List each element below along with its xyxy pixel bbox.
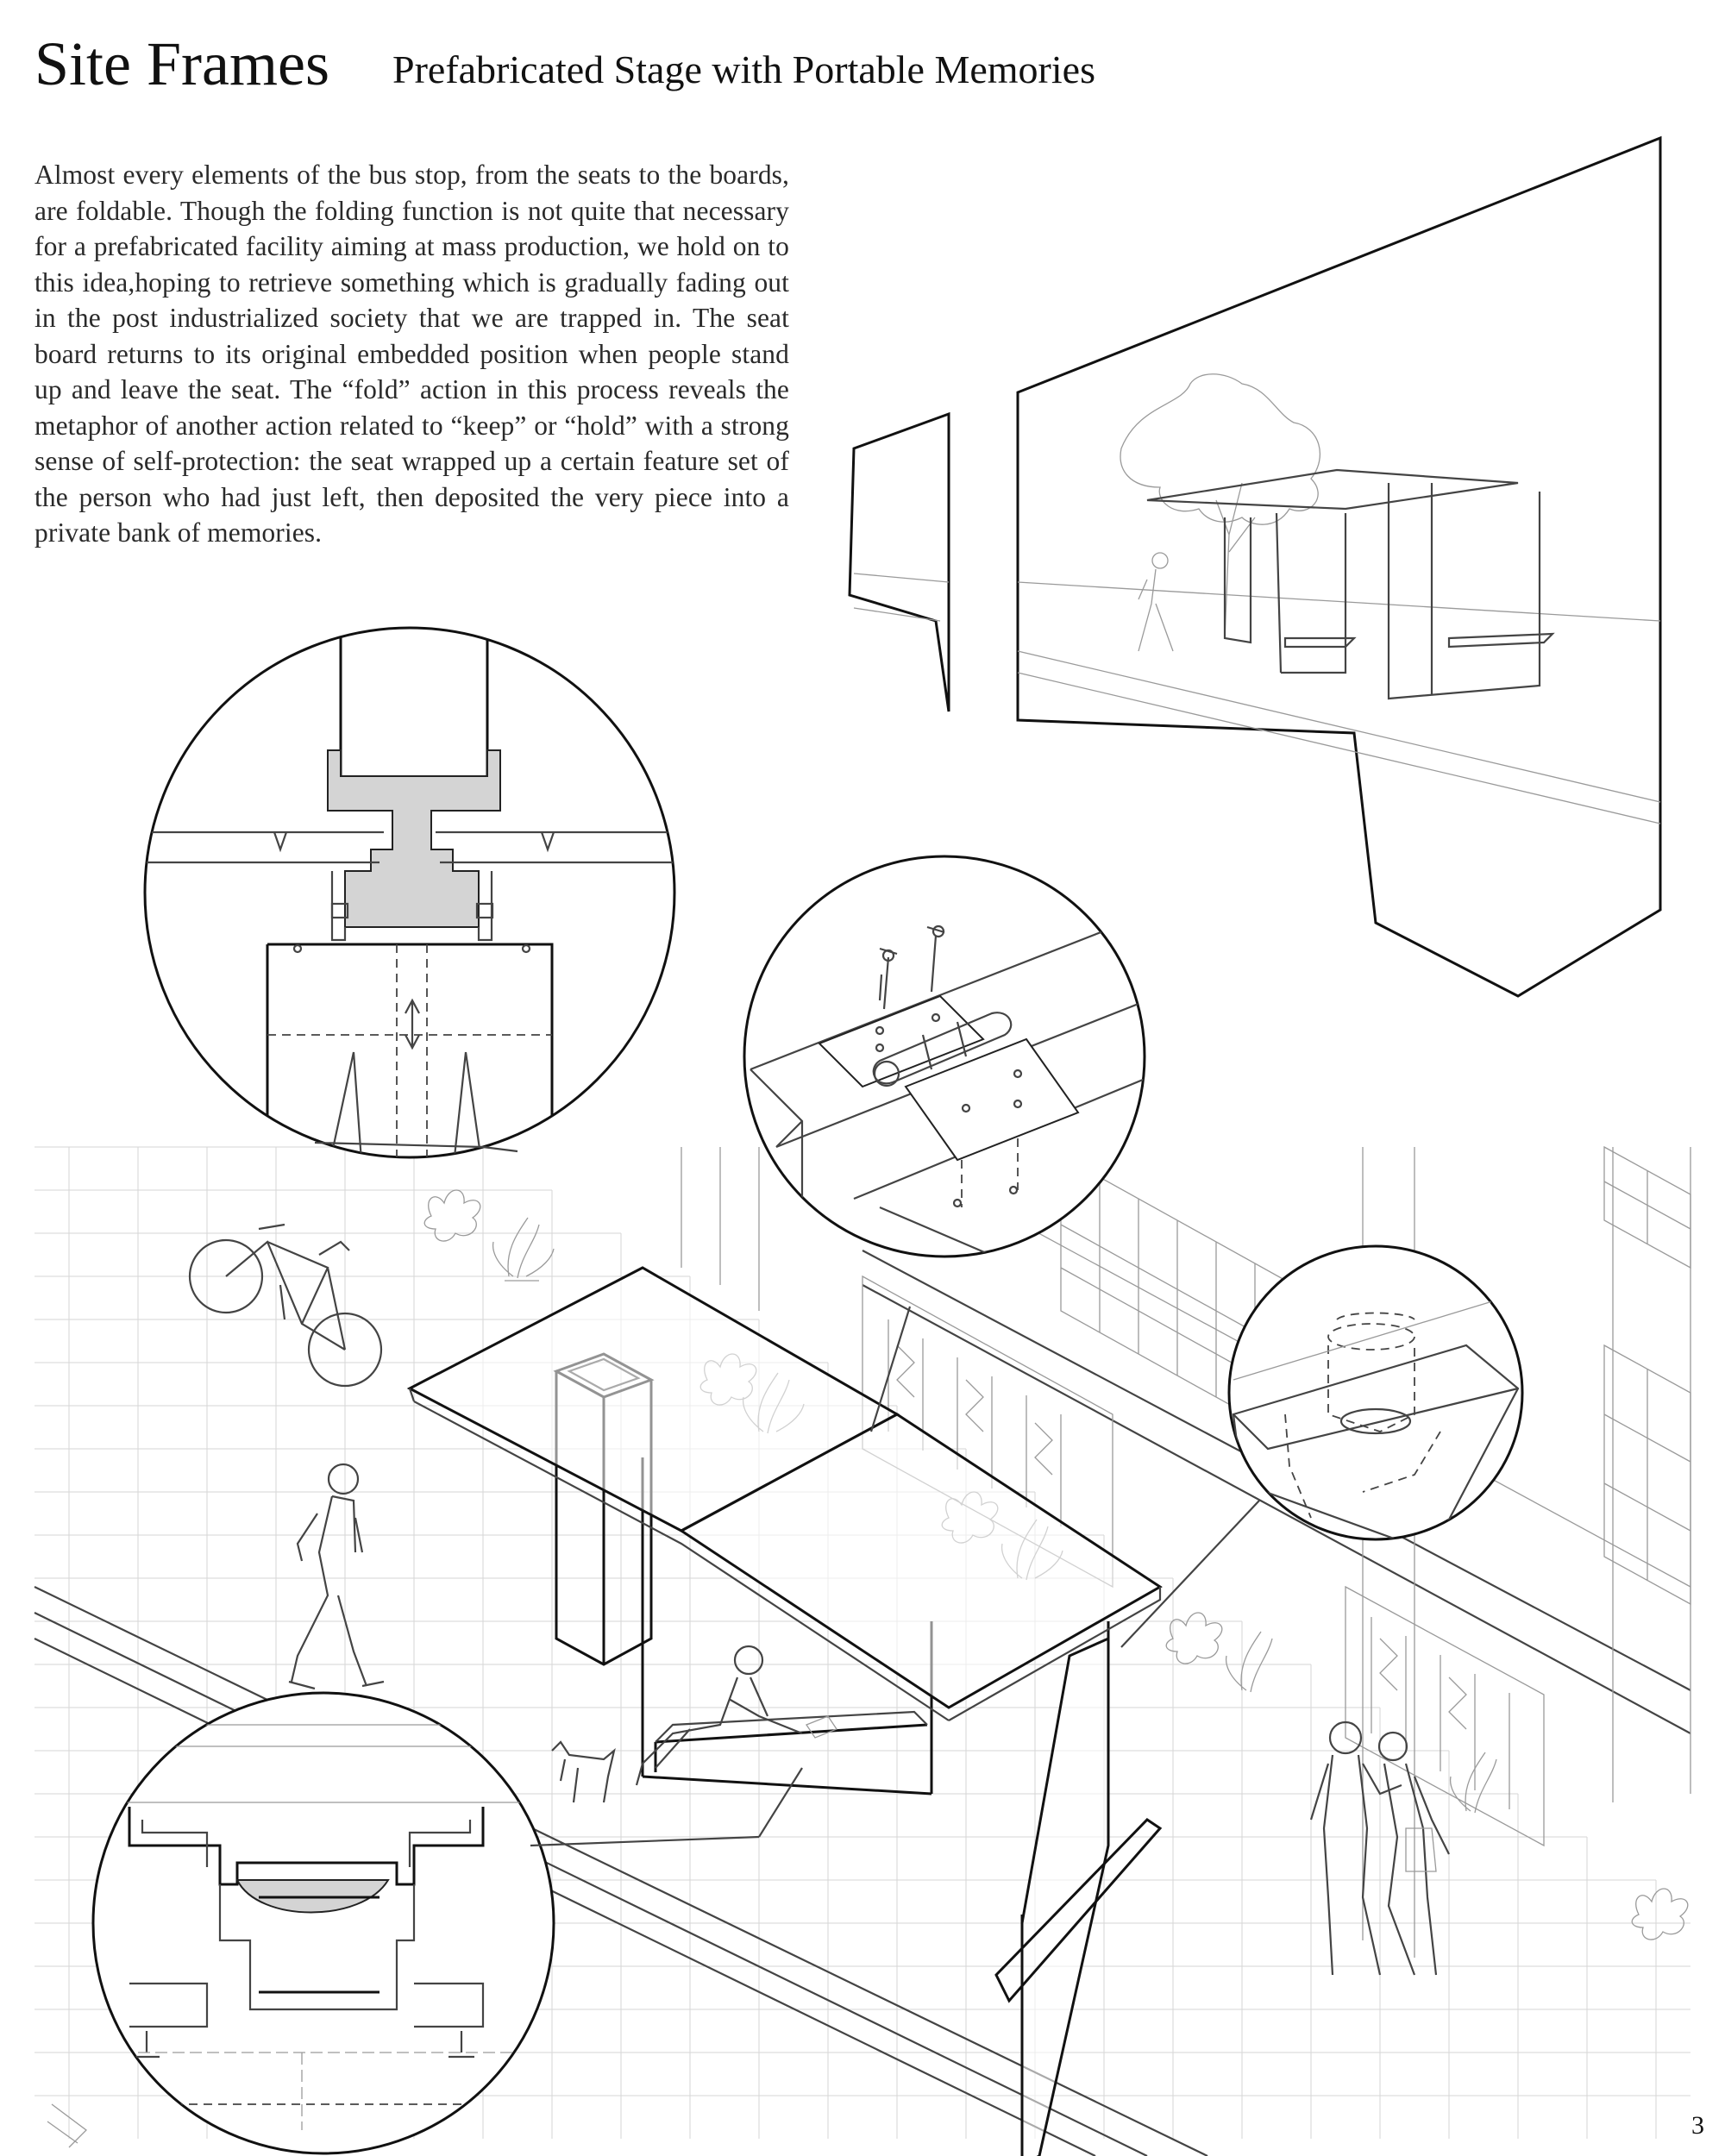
- planter-plant: [1226, 1632, 1272, 1692]
- page-subtitle: Prefabricated Stage with Portable Memories: [392, 47, 1095, 91]
- seated-person: [637, 1646, 837, 1785]
- perforated-panel: [1346, 1587, 1544, 1846]
- planter-plant: [493, 1218, 554, 1281]
- planter-plant: [1166, 1613, 1222, 1664]
- building-window: [1604, 1345, 1690, 1604]
- pedestrian-perspective: [1138, 553, 1173, 651]
- planter-plant: [1451, 1752, 1496, 1813]
- description-paragraph: Almost every elements of the bus stop, from the seats to the boards, are foldable. Though the folding function is not quite that necessary for a prefabricated facility aiming at mass production, we hold on to this idea,hoping to retrieve something which is gradually fading out in the post industrialized society that we are trapped in. The seat board returns to its original embedded position when people stand up and leave the seat. The “fold” action in this process reveals the metaphor of another action related to “keep” or “hold” with a strong sense of self-protection: the seat wrapped up a certain feature set of the person who had just left, then deposited the very piece into a private bank of memories.: [34, 160, 789, 548]
- page-title: Site Frames: [34, 29, 329, 98]
- detail-circle-steel-joint: [145, 621, 681, 1173]
- pedestrian-walking: [289, 1464, 384, 1689]
- page-number: 3: [1691, 2111, 1704, 2140]
- building-window: [1604, 1147, 1690, 1268]
- shelter-perspective: [1147, 470, 1552, 699]
- planter-plant: [1632, 1889, 1688, 1940]
- detail-circle-hinge: [744, 856, 1147, 1259]
- bicycle: [190, 1225, 381, 1386]
- detail-circle-seat-track: [86, 1693, 561, 2153]
